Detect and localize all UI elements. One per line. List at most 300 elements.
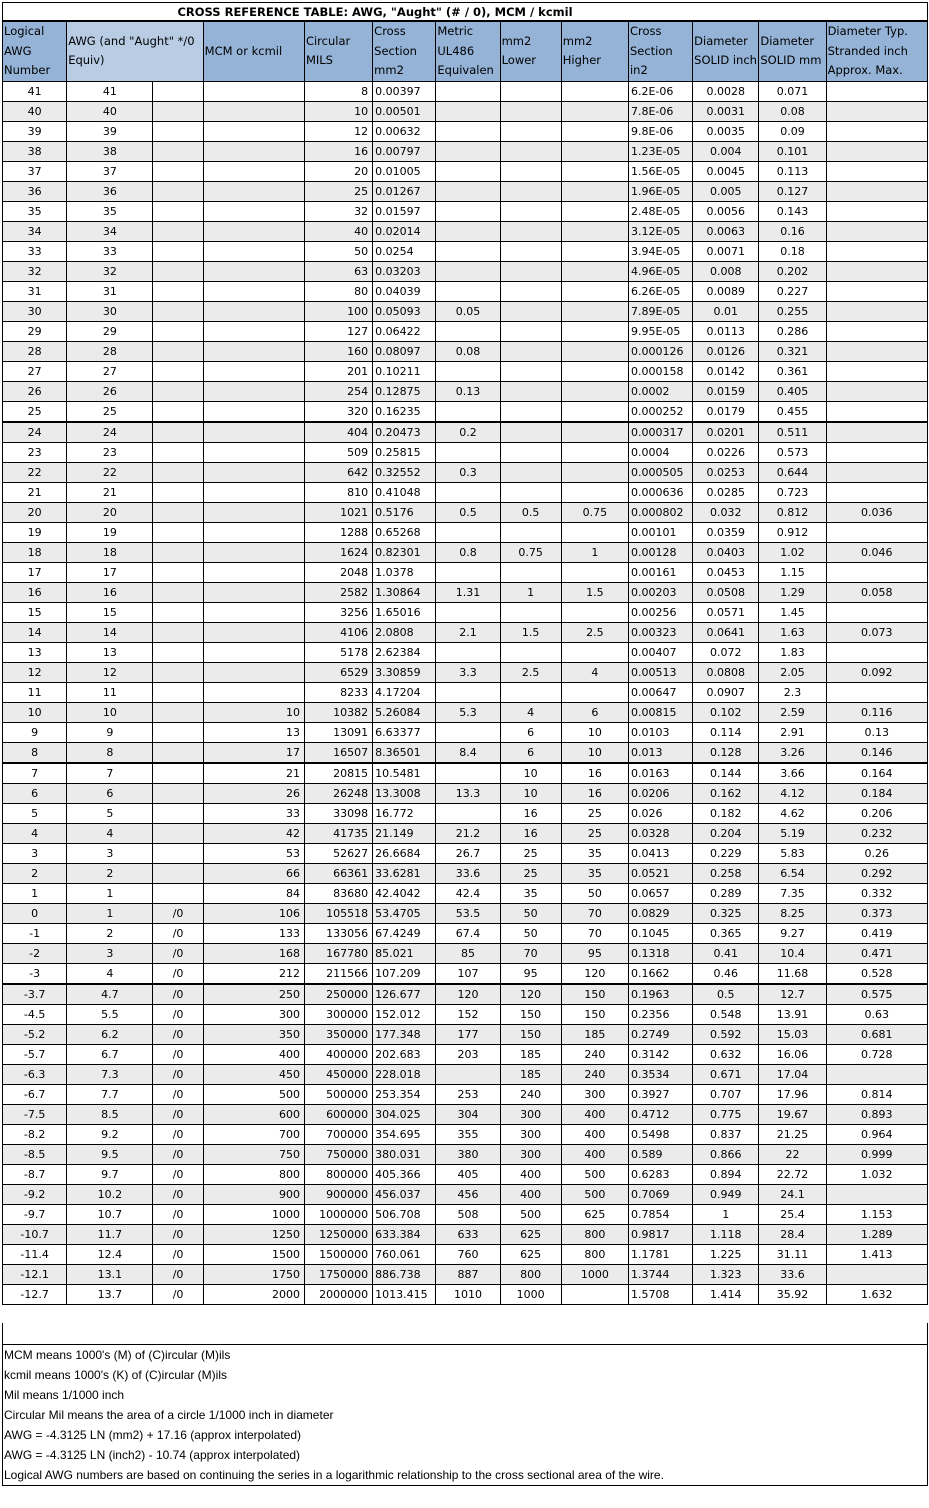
cell-diameter-solid-inch: 0.128: [693, 742, 759, 763]
cell-mm2-higher: [561, 522, 628, 542]
cell-mcm: [203, 121, 304, 141]
table-row: [3, 662, 928, 682]
cell-diameter-solid-mm: 0.812: [759, 502, 826, 522]
cell-circular-mils: 1250000: [304, 1224, 372, 1244]
cell-aught: [153, 823, 203, 843]
cell-circular-mils: 4106: [304, 622, 372, 642]
cell-mm2-lower: [500, 321, 561, 341]
cell-cross-section-in2: 0.6283: [628, 1164, 692, 1184]
cell-aught: /0: [153, 1244, 203, 1264]
cell-cross-section-mm2: 0.04039: [373, 281, 436, 301]
cell-mm2-higher: 50: [561, 883, 628, 903]
cell-mcm: [203, 642, 304, 662]
cell-mm2-higher: 300: [561, 1084, 628, 1104]
cell-diameter-solid-inch: 0.114: [693, 722, 759, 742]
cell-cross-section-mm2: 760.061: [373, 1244, 436, 1264]
cell-mm2-higher: 25: [561, 803, 628, 823]
cell-diameter-stranded: 0.528: [826, 963, 927, 984]
cell-aught: [153, 803, 203, 823]
cell-diameter-solid-inch: 1: [693, 1204, 759, 1224]
cell-cross-section-in2: 6.26E-05: [628, 281, 692, 301]
cell-cross-section-mm2: 202.683: [373, 1044, 436, 1064]
cell-cross-section-in2: 0.0103: [628, 722, 692, 742]
cell-mm2-lower: 400: [500, 1184, 561, 1204]
cell-diameter-solid-inch: 0.0253: [693, 462, 759, 482]
cell-circular-mils: 32: [304, 201, 372, 221]
table-row: [3, 301, 928, 321]
cell-mm2-lower: 625: [500, 1244, 561, 1264]
header-logical-awg: Logical AWG Number: [3, 22, 67, 82]
cell-diameter-stranded: 0.13: [826, 722, 927, 742]
cell-cross-section-in2: 0.00161: [628, 562, 692, 582]
cell-diameter-solid-inch: 0.0453: [693, 562, 759, 582]
cell-diameter-stranded: [826, 442, 927, 462]
cell-cross-section-mm2: 354.695: [373, 1124, 436, 1144]
table-row: [3, 1244, 928, 1264]
cell-metric-ul486: 355: [436, 1124, 500, 1144]
cell-diameter-solid-mm: 10.4: [759, 943, 826, 963]
cell-circular-mils: 211566: [304, 963, 372, 984]
cell-diameter-solid-mm: 19.67: [759, 1104, 826, 1124]
cell-circular-mils: 1021: [304, 502, 372, 522]
cell-mcm: 33: [203, 803, 304, 823]
table-row: [3, 943, 928, 963]
cell-aught: [153, 562, 203, 582]
cell-mm2-lower: [500, 141, 561, 161]
table-row: [3, 341, 928, 361]
cell-circular-mils: 800000: [304, 1164, 372, 1184]
cell-awg: 9.2: [67, 1124, 153, 1144]
cell-aught: [153, 281, 203, 301]
cell-aught: [153, 542, 203, 562]
cell-mcm: 600: [203, 1104, 304, 1124]
cell-circular-mils: 50: [304, 241, 372, 261]
cell-cross-section-mm2: 0.0254: [373, 241, 436, 261]
cell-cross-section-in2: 0.0004: [628, 442, 692, 462]
cell-diameter-stranded: [826, 602, 927, 622]
cell-metric-ul486: [436, 602, 500, 622]
cell-mcm: [203, 141, 304, 161]
cell-cross-section-in2: 3.94E-05: [628, 241, 692, 261]
cell-mcm: [203, 181, 304, 201]
cell-mcm: [203, 201, 304, 221]
cell-logical-awg: 37: [3, 161, 67, 181]
cell-aught: [153, 883, 203, 903]
cell-diameter-solid-inch: 0.671: [693, 1064, 759, 1084]
cell-cross-section-in2: 1.3744: [628, 1264, 692, 1284]
cell-cross-section-mm2: 0.01267: [373, 181, 436, 201]
cell-logical-awg: 12: [3, 662, 67, 682]
cell-diameter-solid-mm: 2.91: [759, 722, 826, 742]
table-row: [3, 542, 928, 562]
cell-diameter-solid-mm: 0.405: [759, 381, 826, 401]
cell-logical-awg: -12.7: [3, 1284, 67, 1304]
cell-mm2-higher: [561, 321, 628, 341]
cell-metric-ul486: [436, 722, 500, 742]
cell-mm2-lower: [500, 442, 561, 462]
cell-logical-awg: -5.7: [3, 1044, 67, 1064]
table-row: [3, 923, 928, 943]
cell-diameter-solid-inch: 1.323: [693, 1264, 759, 1284]
cell-mm2-higher: 10: [561, 722, 628, 742]
cell-cross-section-mm2: 1.65016: [373, 602, 436, 622]
cell-awg: 10.7: [67, 1204, 153, 1224]
cell-metric-ul486: [436, 763, 500, 784]
cell-logical-awg: 13: [3, 642, 67, 662]
cell-aught: [153, 361, 203, 381]
cell-circular-mils: 127: [304, 321, 372, 341]
cell-awg: 4: [67, 823, 153, 843]
cell-diameter-solid-mm: 12.7: [759, 984, 826, 1005]
cell-cross-section-in2: 0.00815: [628, 702, 692, 722]
cell-metric-ul486: 887: [436, 1264, 500, 1284]
cell-mm2-higher: 150: [561, 984, 628, 1005]
table-row: [3, 221, 928, 241]
cell-aught: /0: [153, 1104, 203, 1124]
cell-mm2-lower: 300: [500, 1104, 561, 1124]
cell-cross-section-mm2: 0.12875: [373, 381, 436, 401]
cell-awg: 30: [67, 301, 153, 321]
cell-metric-ul486: [436, 81, 500, 101]
table-row: [3, 1064, 928, 1084]
cell-diameter-solid-mm: 4.12: [759, 783, 826, 803]
cell-cross-section-in2: 0.0002: [628, 381, 692, 401]
cell-metric-ul486: [436, 803, 500, 823]
cell-metric-ul486: 107: [436, 963, 500, 984]
cell-diameter-stranded: [826, 522, 927, 542]
cell-circular-mils: 2048: [304, 562, 372, 582]
cell-circular-mils: 810: [304, 482, 372, 502]
cell-cross-section-mm2: 0.00632: [373, 121, 436, 141]
cell-awg: 4.7: [67, 984, 153, 1005]
cell-diameter-stranded: 1.153: [826, 1204, 927, 1224]
cell-cross-section-in2: 0.000126: [628, 341, 692, 361]
cell-mcm: 700: [203, 1124, 304, 1144]
cell-diameter-solid-inch: 0.102: [693, 702, 759, 722]
cell-cross-section-in2: 0.7854: [628, 1204, 692, 1224]
cell-mm2-lower: 400: [500, 1164, 561, 1184]
cell-diameter-stranded: [826, 261, 927, 281]
cell-mcm: [203, 381, 304, 401]
cell-mm2-lower: 25: [500, 843, 561, 863]
cell-logical-awg: 8: [3, 742, 67, 763]
cell-mcm: 1000: [203, 1204, 304, 1224]
cell-mcm: [203, 101, 304, 121]
cell-mm2-lower: [500, 522, 561, 542]
table-row: [3, 361, 928, 381]
cell-cross-section-in2: 0.9817: [628, 1224, 692, 1244]
cell-cross-section-in2: 0.000636: [628, 482, 692, 502]
cell-logical-awg: 19: [3, 522, 67, 542]
cell-aught: [153, 301, 203, 321]
cell-diameter-stranded: 0.964: [826, 1124, 927, 1144]
cell-circular-mils: 41735: [304, 823, 372, 843]
cell-diameter-solid-mm: 0.071: [759, 81, 826, 101]
cell-awg: 7: [67, 763, 153, 784]
cell-diameter-solid-inch: 0.0285: [693, 482, 759, 502]
table-row: [3, 1104, 928, 1124]
table-row: [3, 883, 928, 903]
cell-diameter-solid-mm: 1.15: [759, 562, 826, 582]
cell-diameter-stranded: 0.814: [826, 1084, 927, 1104]
cell-logical-awg: 3: [3, 843, 67, 863]
cell-metric-ul486: [436, 121, 500, 141]
cell-mcm: [203, 602, 304, 622]
cell-diameter-stranded: [826, 201, 927, 221]
cell-diameter-solid-inch: 0.0113: [693, 321, 759, 341]
cell-cross-section-mm2: 67.4249: [373, 923, 436, 943]
cell-mm2-higher: [561, 422, 628, 443]
cell-metric-ul486: [436, 281, 500, 301]
cell-mm2-higher: 625: [561, 1204, 628, 1224]
cell-diameter-stranded: [826, 161, 927, 181]
cell-diameter-solid-mm: 5.83: [759, 843, 826, 863]
table-row: [3, 462, 928, 482]
cell-mm2-higher: 1.5: [561, 582, 628, 602]
cell-logical-awg: 30: [3, 301, 67, 321]
cell-mcm: [203, 622, 304, 642]
cell-circular-mils: 254: [304, 381, 372, 401]
cell-awg: 5: [67, 803, 153, 823]
cell-awg: 38: [67, 141, 153, 161]
cell-logical-awg: -1: [3, 923, 67, 943]
cell-diameter-solid-inch: 0.072: [693, 642, 759, 662]
cell-mm2-higher: 400: [561, 1104, 628, 1124]
cell-circular-mils: 66361: [304, 863, 372, 883]
cell-mcm: 750: [203, 1144, 304, 1164]
header-circular-mils: Circular MILS: [304, 22, 372, 82]
cell-cross-section-in2: 9.8E-06: [628, 121, 692, 141]
cell-diameter-stranded: 1.289: [826, 1224, 927, 1244]
cell-diameter-solid-inch: 0.0031: [693, 101, 759, 121]
cell-mcm: 400: [203, 1044, 304, 1064]
cell-logical-awg: 27: [3, 361, 67, 381]
cell-cross-section-in2: 0.00513: [628, 662, 692, 682]
cell-cross-section-mm2: 4.17204: [373, 682, 436, 702]
cell-aught: /0: [153, 1204, 203, 1224]
cell-diameter-stranded: [826, 1264, 927, 1284]
cell-cross-section-mm2: 53.4705: [373, 903, 436, 923]
cell-logical-awg: -9.2: [3, 1184, 67, 1204]
cell-mm2-lower: [500, 341, 561, 361]
cell-logical-awg: -5.2: [3, 1024, 67, 1044]
cell-circular-mils: 700000: [304, 1124, 372, 1144]
cell-circular-mils: 100: [304, 301, 372, 321]
cell-awg: 37: [67, 161, 153, 181]
cell-cross-section-mm2: 1.0378: [373, 562, 436, 582]
cell-diameter-solid-mm: 0.202: [759, 261, 826, 281]
cell-mm2-higher: [561, 381, 628, 401]
cell-mcm: 106: [203, 903, 304, 923]
cell-cross-section-mm2: 33.6281: [373, 863, 436, 883]
cell-circular-mils: 167780: [304, 943, 372, 963]
blank-row: [2, 1323, 928, 1344]
cell-metric-ul486: 253: [436, 1084, 500, 1104]
cell-aught: [153, 642, 203, 662]
cell-diameter-solid-mm: 22: [759, 1144, 826, 1164]
cell-logical-awg: 38: [3, 141, 67, 161]
cell-cross-section-in2: 0.0328: [628, 823, 692, 843]
cell-diameter-solid-mm: 31.11: [759, 1244, 826, 1264]
table-row: [3, 622, 928, 642]
cell-diameter-solid-inch: 0.632: [693, 1044, 759, 1064]
cell-mm2-higher: [561, 281, 628, 301]
cell-diameter-stranded: [826, 642, 927, 662]
cell-aught: /0: [153, 984, 203, 1005]
cell-mm2-lower: 10: [500, 783, 561, 803]
cell-mm2-lower: 16: [500, 823, 561, 843]
cell-logical-awg: 39: [3, 121, 67, 141]
note-line: AWG = -4.3125 LN (mm2) + 17.16 (approx interpolated): [4, 1428, 302, 1442]
cell-diameter-stranded: [826, 422, 927, 443]
cell-mcm: [203, 261, 304, 281]
cell-aught: /0: [153, 1024, 203, 1044]
cell-diameter-solid-inch: 0.0089: [693, 281, 759, 301]
cell-diameter-solid-mm: 21.25: [759, 1124, 826, 1144]
cell-cross-section-mm2: 0.00397: [373, 81, 436, 101]
cell-mcm: 133: [203, 923, 304, 943]
cell-diameter-solid-mm: 8.25: [759, 903, 826, 923]
cell-awg: 11.7: [67, 1224, 153, 1244]
cell-awg: 36: [67, 181, 153, 201]
cell-metric-ul486: 633: [436, 1224, 500, 1244]
cell-mm2-higher: [561, 221, 628, 241]
cell-cross-section-in2: 0.000317: [628, 422, 692, 443]
cell-diameter-solid-mm: 0.127: [759, 181, 826, 201]
cell-mm2-higher: 185: [561, 1024, 628, 1044]
cell-mm2-higher: 95: [561, 943, 628, 963]
cell-awg: 25: [67, 401, 153, 422]
cell-circular-mils: 320: [304, 401, 372, 422]
cell-metric-ul486: 0.08: [436, 341, 500, 361]
cell-circular-mils: 1500000: [304, 1244, 372, 1264]
cell-mm2-higher: 500: [561, 1164, 628, 1184]
cell-diameter-solid-inch: 0.0045: [693, 161, 759, 181]
cell-metric-ul486: [436, 161, 500, 181]
cell-logical-awg: -2: [3, 943, 67, 963]
cell-cross-section-in2: 0.1662: [628, 963, 692, 984]
cell-mm2-lower: 1: [500, 582, 561, 602]
cell-mcm: 1250: [203, 1224, 304, 1244]
header-mm2-lower: mm2 Lower: [500, 22, 561, 82]
table-row: [3, 602, 928, 622]
cell-mm2-higher: [561, 1284, 628, 1304]
cell-circular-mils: 5178: [304, 642, 372, 662]
cell-circular-mils: 1624: [304, 542, 372, 562]
cell-mcm: 212: [203, 963, 304, 984]
cell-aught: /0: [153, 1144, 203, 1164]
cell-circular-mils: 1288: [304, 522, 372, 542]
cell-aught: [153, 442, 203, 462]
cell-diameter-solid-inch: 0.0201: [693, 422, 759, 443]
cell-diameter-stranded: [826, 562, 927, 582]
cell-diameter-solid-mm: 2.3: [759, 682, 826, 702]
cell-metric-ul486: [436, 642, 500, 662]
cell-mm2-lower: [500, 462, 561, 482]
cell-logical-awg: 28: [3, 341, 67, 361]
cell-cross-section-in2: 0.00323: [628, 622, 692, 642]
cell-diameter-solid-inch: 0.46: [693, 963, 759, 984]
cell-circular-mils: 404: [304, 422, 372, 443]
cell-cross-section-mm2: 0.20473: [373, 422, 436, 443]
cell-cross-section-mm2: 42.4042: [373, 883, 436, 903]
cell-cross-section-in2: 0.589: [628, 1144, 692, 1164]
cell-mm2-lower: 1.5: [500, 622, 561, 642]
cell-cross-section-in2: 0.3534: [628, 1064, 692, 1084]
cell-metric-ul486: [436, 401, 500, 422]
cell-mm2-lower: 35: [500, 883, 561, 903]
cell-metric-ul486: 177: [436, 1024, 500, 1044]
cell-cross-section-mm2: 177.348: [373, 1024, 436, 1044]
cell-awg: 10.2: [67, 1184, 153, 1204]
cell-aught: [153, 181, 203, 201]
cell-mm2-lower: [500, 201, 561, 221]
table-row: [3, 1144, 928, 1164]
cell-awg: 35: [67, 201, 153, 221]
cell-circular-mils: 10382: [304, 702, 372, 722]
cell-logical-awg: 33: [3, 241, 67, 261]
cell-awg: 33: [67, 241, 153, 261]
cell-cross-section-mm2: 456.037: [373, 1184, 436, 1204]
cell-aught: [153, 261, 203, 281]
cell-cross-section-in2: 1.5708: [628, 1284, 692, 1304]
cell-mcm: 2000: [203, 1284, 304, 1304]
cell-mm2-higher: 1000: [561, 1264, 628, 1284]
table-row: [3, 141, 928, 161]
cell-diameter-solid-mm: 7.35: [759, 883, 826, 903]
cell-mcm: [203, 301, 304, 321]
cell-diameter-stranded: 0.575: [826, 984, 927, 1005]
cell-diameter-solid-inch: 0.005: [693, 181, 759, 201]
table-row: [3, 742, 928, 763]
header-diameter-stranded: Diameter Typ. Stranded inch Approx. Max.: [826, 22, 927, 82]
cell-awg: 17: [67, 562, 153, 582]
cell-metric-ul486: [436, 522, 500, 542]
cell-diameter-solid-inch: 0.144: [693, 763, 759, 784]
cell-metric-ul486: 8.4: [436, 742, 500, 763]
cell-mcm: 300: [203, 1004, 304, 1024]
cell-mcm: 450: [203, 1064, 304, 1084]
cell-mcm: 250: [203, 984, 304, 1005]
cell-logical-awg: 4: [3, 823, 67, 843]
cell-logical-awg: 36: [3, 181, 67, 201]
cell-cross-section-in2: 0.1963: [628, 984, 692, 1005]
cell-logical-awg: 2: [3, 863, 67, 883]
cell-cross-section-mm2: 0.25815: [373, 442, 436, 462]
cell-diameter-solid-mm: 22.72: [759, 1164, 826, 1184]
cell-circular-mils: 509: [304, 442, 372, 462]
cell-metric-ul486: [436, 181, 500, 201]
table-row: [3, 422, 928, 443]
cell-metric-ul486: 0.13: [436, 381, 500, 401]
cell-diameter-stranded: [826, 121, 927, 141]
cell-mm2-higher: 240: [561, 1044, 628, 1064]
cell-aught: [153, 502, 203, 522]
cell-cross-section-in2: 9.95E-05: [628, 321, 692, 341]
cell-cross-section-in2: 0.0163: [628, 763, 692, 784]
cell-diameter-solid-mm: 1.02: [759, 542, 826, 562]
cell-metric-ul486: [436, 442, 500, 462]
cell-diameter-solid-mm: 0.113: [759, 161, 826, 181]
cell-mcm: 500: [203, 1084, 304, 1104]
table-row: [3, 562, 928, 582]
cell-diameter-solid-inch: 1.414: [693, 1284, 759, 1304]
cell-circular-mils: 201: [304, 361, 372, 381]
cell-metric-ul486: 0.05: [436, 301, 500, 321]
header-row: [3, 22, 928, 82]
cell-mm2-lower: [500, 81, 561, 101]
cell-aught: [153, 582, 203, 602]
